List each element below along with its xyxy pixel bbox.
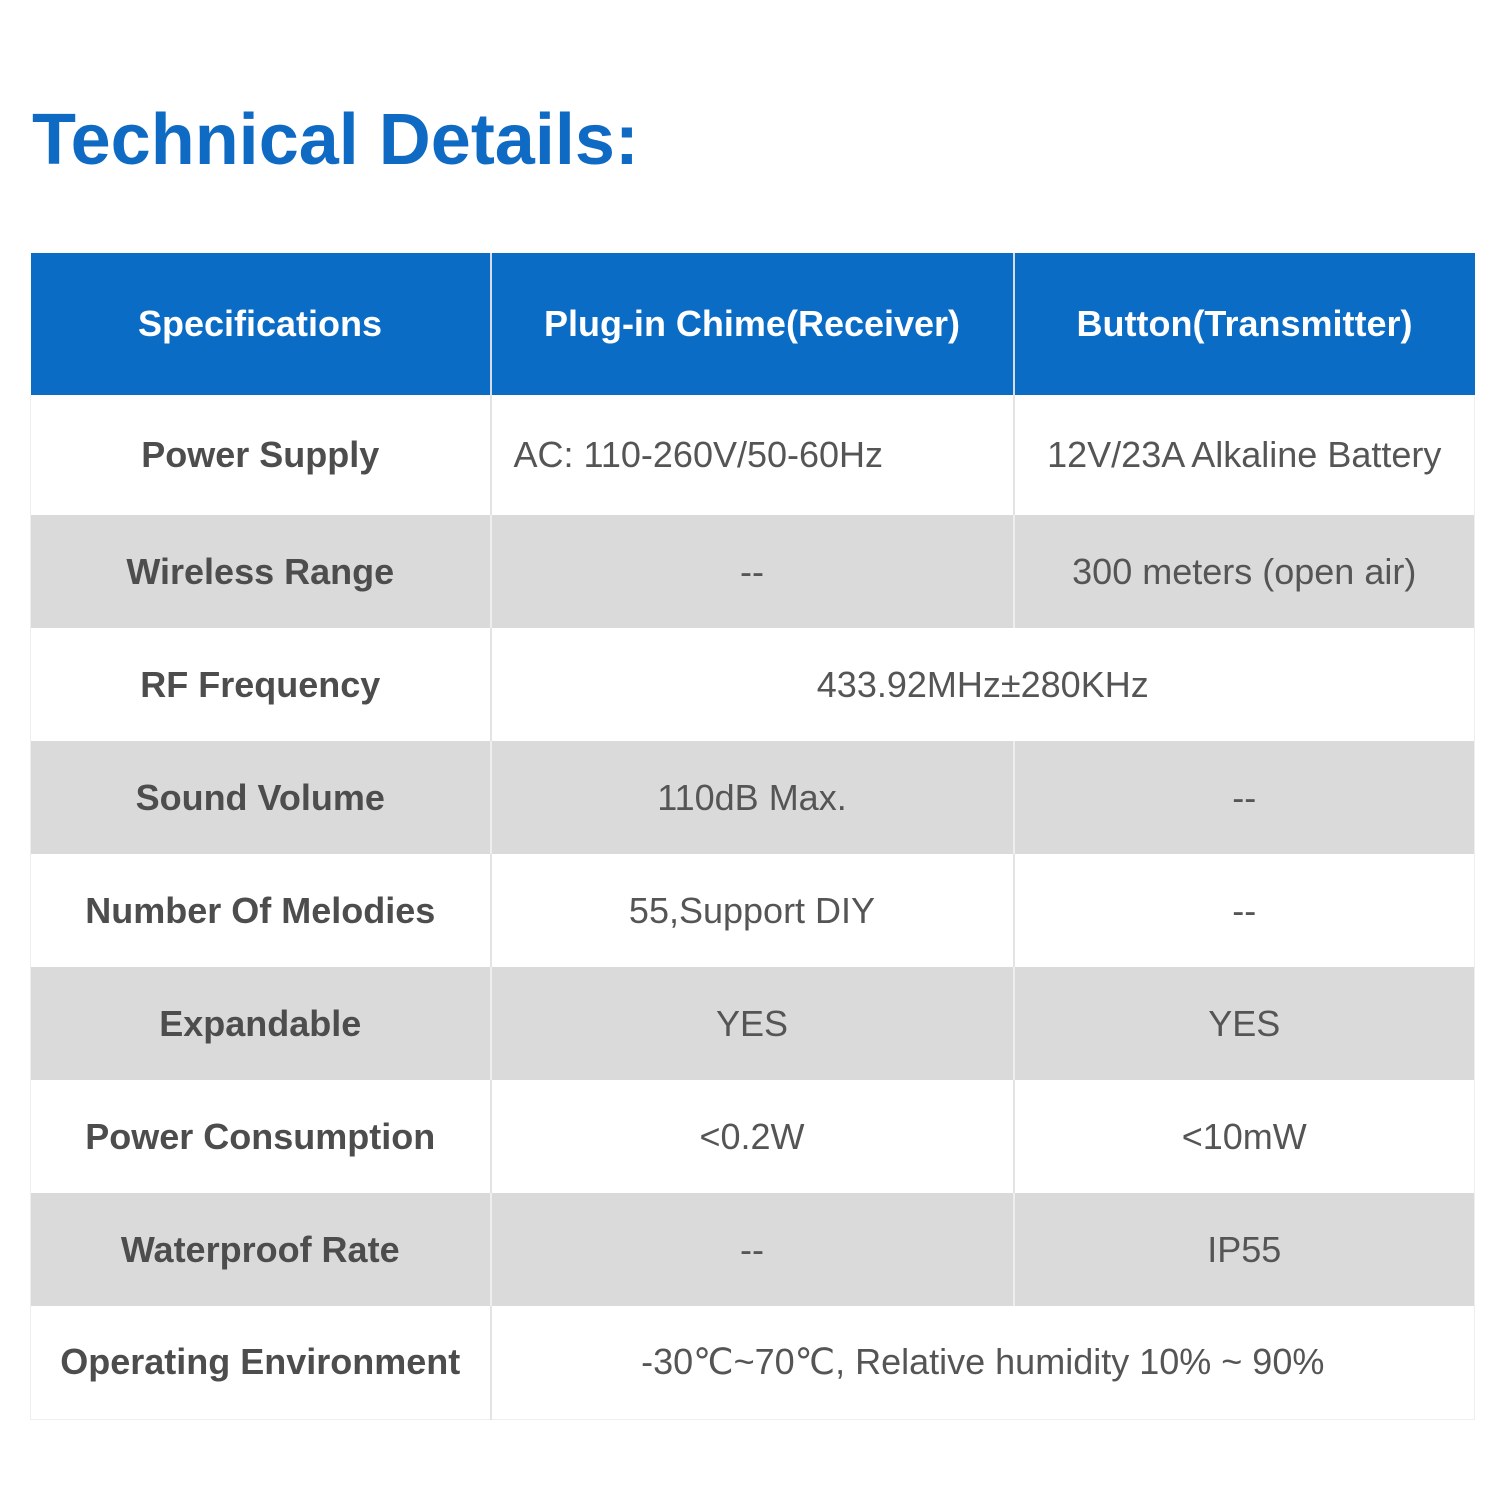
transmitter-value: <10mW (1014, 1080, 1475, 1193)
row-label: Wireless Range (31, 515, 491, 628)
transmitter-value: -- (1014, 854, 1475, 967)
receiver-value: AC: 110-260V/50-60Hz (491, 395, 1014, 515)
receiver-value: 110dB Max. (491, 741, 1014, 854)
page-title: Technical Details: (32, 100, 639, 180)
table-row-expandable (31, 967, 1475, 1080)
receiver-value: <0.2W (491, 1080, 1014, 1193)
row-label: Power Consumption (31, 1080, 491, 1193)
row-label: Sound Volume (31, 741, 491, 854)
receiver-value: YES (491, 967, 1014, 1080)
receiver-value: -- (491, 515, 1014, 628)
header-receiver: Plug-in Chime(Receiver) (491, 253, 1014, 395)
row-label: Power Supply (31, 395, 491, 515)
table-row-rf-frequency (31, 628, 1475, 741)
combined-value: 433.92MHz±280KHz (491, 628, 1475, 741)
transmitter-value: IP55 (1014, 1193, 1475, 1306)
combined-value: -30℃~70℃, Relative humidity 10% ~ 90% (491, 1306, 1475, 1419)
table-row-operating-environment (31, 1306, 1475, 1419)
row-label: RF Frequency (31, 628, 491, 741)
table-header-row (31, 253, 1475, 395)
table-row-number-of-melodies (31, 854, 1475, 967)
technical-details-table (30, 253, 1475, 1420)
table-row-sound-volume (31, 741, 1475, 854)
transmitter-value: YES (1014, 967, 1475, 1080)
receiver-value: -- (491, 1193, 1014, 1306)
header-specifications: Specifications (31, 253, 491, 395)
table-row-power-supply (31, 395, 1475, 515)
row-label: Expandable (31, 967, 491, 1080)
row-label: Number Of Melodies (31, 854, 491, 967)
table-row-waterproof-rate (31, 1193, 1475, 1306)
transmitter-value: 300 meters (open air) (1014, 515, 1475, 628)
row-label: Operating Environment (31, 1306, 491, 1419)
transmitter-value: -- (1014, 741, 1475, 854)
header-transmitter: Button(Transmitter) (1014, 253, 1475, 395)
table-row-power-consumption (31, 1080, 1475, 1193)
table-row-wireless-range (31, 515, 1475, 628)
transmitter-value: 12V/23A Alkaline Battery (1014, 395, 1475, 515)
receiver-value: 55,Support DIY (491, 854, 1014, 967)
row-label: Waterproof Rate (31, 1193, 491, 1306)
